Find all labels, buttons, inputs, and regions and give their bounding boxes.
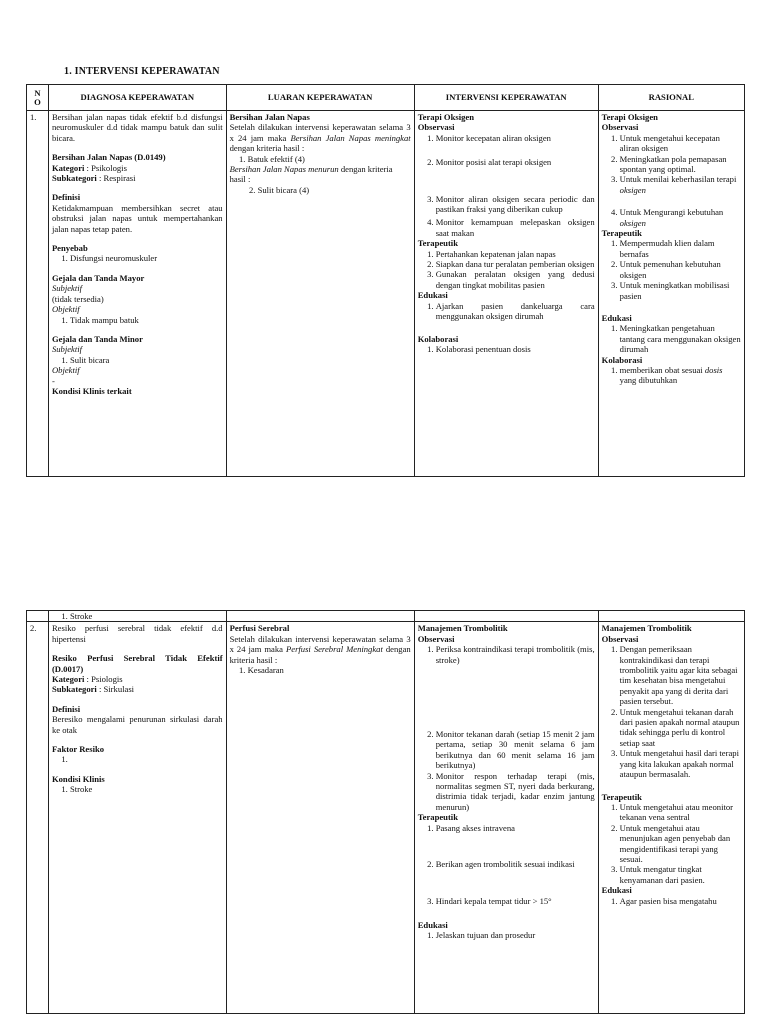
diagnosa-intro: Resiko perfusi serebral tidak efektif d.d hipertensi bbox=[51, 623, 223, 644]
list-item: 1. Pasang akses intravena bbox=[436, 823, 595, 833]
definisi-heading: Definisi bbox=[51, 192, 81, 203]
subkategori-line: Subkategori : Sirkulasi bbox=[51, 684, 135, 695]
list-item: 3. Untuk mengetahui hasil dari terapi yang kita lakukan apakah normal ataupun bermasalah. bbox=[620, 748, 741, 779]
table-row bbox=[27, 622, 745, 1014]
list-item: 3. Untuk meningkatkan mobilisasi pasien bbox=[620, 280, 741, 301]
header-rasional: RASIONAL bbox=[598, 85, 744, 111]
row-number: 1. bbox=[27, 111, 49, 477]
list-item: 1. Disfungsi neuromuskuler bbox=[70, 253, 223, 263]
list-item: 3. Hindari kepala tempat tidur > 15° bbox=[436, 896, 595, 906]
kategori-line: Kategori : Psikologis bbox=[51, 162, 127, 173]
list-item: 4. Untuk Mengurangi kebutuhan oksigen bbox=[620, 207, 741, 228]
list-item: 2. Untuk mengetahui tekanan darah dari pasien apakah normal ataupun tidak sehingga perlu di kontrol setiap saat bbox=[620, 707, 741, 749]
edukasi-heading: Edukasi bbox=[601, 885, 632, 896]
subkategori-line: Subkategori : Respirasi bbox=[51, 173, 136, 184]
list-item: 3. Monitor respon terhadap terapi (mis, normalitas segmen ST, nyeri dada berkurang, distrimia tidak terjadi, kadar enzim jantung menurun) bbox=[436, 771, 595, 813]
subjektif-label: Subjektif bbox=[51, 344, 83, 355]
list-item: 1. Kesadaran bbox=[248, 665, 411, 675]
list-item: 1. Tidak mampu batuk bbox=[70, 315, 223, 325]
kolaborasi-heading: Kolaborasi bbox=[417, 333, 459, 344]
list-item: 1. Mempermudah klien dalam bernafas bbox=[620, 238, 741, 259]
kondisi-heading: Kondisi Klinis terkait bbox=[51, 385, 132, 396]
luaran-text-2: Bersihan Jalan Napas menurun dengan kriteria hasil : bbox=[229, 164, 393, 185]
list-item: 1. Untuk mengetahui kecepatan aliran oksigen bbox=[620, 133, 741, 154]
table-row bbox=[27, 111, 745, 477]
diagnosa-name: Resiko Perfusi Serebral Tidak Efektif (D.0017) bbox=[51, 653, 223, 674]
edukasi-heading: Edukasi bbox=[601, 312, 632, 323]
list-item: 3. Untuk menilai keberhasilan terapi oksigen bbox=[620, 174, 741, 195]
luaran-cell bbox=[226, 111, 414, 477]
rasional-title: Terapi Oksigen bbox=[601, 112, 658, 122]
list-item: 1. Stroke bbox=[70, 611, 223, 621]
rasional-title: Manajemen Trombolitik bbox=[601, 623, 692, 634]
intervensi-cell bbox=[414, 622, 598, 1014]
list-item: 3. Monitor aliran oksigen secara periodic dan pastikan fraksi yang diberikan cukup bbox=[436, 194, 595, 215]
header-diagnosa: DIAGNOSA KEPERAWATAN bbox=[48, 85, 226, 111]
list-item: 2. Untuk mengetahui atau menunjukan agen penyebab dan mengidentifikasi terapi yang sesuai. bbox=[620, 823, 741, 865]
luaran-title: Perfusi Serebral bbox=[229, 623, 290, 634]
list-item: 1. Ajarkan pasien dankeluarga cara menggunakan oksigen dirumah bbox=[436, 301, 595, 322]
kolaborasi-heading: Kolaborasi bbox=[601, 354, 643, 365]
mayor-heading: Gejala dan Tanda Mayor bbox=[51, 272, 145, 283]
list-item: 3. Untuk mengatur tingkat kenyamanan dari pasien. bbox=[620, 864, 741, 885]
list-item: 3. Gunakan peralatan oksigen yang dedusi dengan tingkat mobilitas pasien bbox=[436, 269, 595, 290]
list-item: 1. Kolaborasi penentuan dosis bbox=[436, 344, 595, 354]
list-item: 2. Monitor tekanan darah (setiap 15 menit 2 jam pertama, setiap 30 menit selama 6 jam berikutnya dan 60 menit selama 16 jam berikutnya) bbox=[436, 729, 595, 771]
list-item: 1. Dengan pemeriksaan kontrakindikasi dan terapi trombolitik yaitu agar kita sebagai tim kesehatan bisa mengetahui penyakit apa yang di derita dari pasien tersebut. bbox=[620, 644, 741, 706]
list-item: 1. Pertahankan kepatenan jalan napas bbox=[436, 249, 595, 259]
objektif-label: Objektif bbox=[51, 365, 80, 376]
list-item: 1. Periksa kontraindikasi terapi trombolitik (mis, stroke) bbox=[436, 644, 595, 665]
list-item: 1. Agar pasien bisa mengatahu bbox=[620, 896, 741, 906]
header-intervensi: INTERVENSI KEPERAWATAN bbox=[414, 85, 598, 111]
diagnosa-intro: Bersihan jalan napas tidak efektif b.d disfungsi neuromuskuler d.d tidak mampu batuk dan sulit bicara. bbox=[51, 112, 223, 143]
list-item: 2. Sulit bicara (4) bbox=[258, 185, 411, 195]
dash: - bbox=[51, 375, 55, 386]
observasi-heading: Observasi bbox=[417, 633, 455, 644]
luaran-text: Setelah dilakukan intervensi keperawatan selama 3 x 24 jam maka Perfusi Serebral Meningkat dengan kriteria hasil : bbox=[229, 633, 411, 665]
list-item: 2. Untuk pemenuhan kebutuhan oksigen bbox=[620, 259, 741, 280]
tidak-tersedia: (tidak tersedia) bbox=[51, 293, 104, 304]
intervention-table-2 bbox=[26, 610, 745, 1014]
edukasi-heading: Edukasi bbox=[417, 290, 448, 301]
penyebab-heading: Penyebab bbox=[51, 243, 88, 254]
terapeutik-heading: Terapeutik bbox=[417, 812, 458, 823]
luaran-text: Setelah dilakukan intervensi keperawatan selama 3 x 24 jam maka Bersihan Jalan Napas meningkat dengan kriteria hasil : bbox=[229, 122, 411, 154]
table-row bbox=[27, 611, 745, 622]
list-item: 1. Sulit bicara bbox=[70, 355, 223, 365]
terapeutik-heading: Terapeutik bbox=[417, 238, 458, 249]
faktor-heading: Faktor Resiko bbox=[51, 744, 105, 755]
observasi-heading: Observasi bbox=[417, 122, 455, 133]
diagnosa-cell bbox=[48, 111, 226, 477]
header-no: N O bbox=[27, 85, 49, 111]
list-item: 1. Stroke bbox=[70, 784, 223, 794]
list-item: 1. Meningkatkan pengetahuan tantang cara menggunakan oksigen dirumah bbox=[620, 323, 741, 354]
list-item: 2. Monitor posisi alat terapi oksigen bbox=[436, 157, 595, 167]
list-item: 1. Untuk mengetahui atau meonitor tekanan vena sentral bbox=[620, 802, 741, 823]
definisi-text: Ketidakmampuan membersihkan secret atau obstruksi jalan napas untuk mempertahankan jalan napas tetap paten. bbox=[51, 202, 223, 234]
list-item: 1. Batuk efektif (4) bbox=[248, 154, 411, 164]
diagnosa-cell bbox=[48, 622, 226, 1014]
section-title: 1. INTERVENSI KEPERAWATAN bbox=[64, 66, 220, 77]
header-luaran: LUARAN KEPERAWATAN bbox=[226, 85, 414, 111]
luaran-cell bbox=[226, 622, 414, 1014]
list-item: 2. Meningkatkan pola pemapasan spontan yang optimal. bbox=[620, 154, 741, 175]
list-item bbox=[70, 754, 223, 764]
rasional-cell bbox=[598, 111, 744, 477]
observasi-heading: Observasi bbox=[601, 633, 639, 644]
row-number: 2. bbox=[27, 622, 49, 1014]
luaran-title: Bersihan Jalan Napas bbox=[229, 112, 310, 122]
terapeutik-heading: Terapeutik bbox=[601, 791, 642, 802]
intervensi-cell bbox=[414, 111, 598, 477]
table-header-row bbox=[27, 85, 745, 111]
definisi-text: Beresiko mengalami penurunan sirkulasi darah ke otak bbox=[51, 714, 223, 735]
terapeutik-heading: Terapeutik bbox=[601, 228, 642, 239]
kondisi-heading: Kondisi Klinis bbox=[51, 773, 105, 784]
list-item: 1. Monitor kecepatan aliran oksigen bbox=[436, 133, 595, 143]
edukasi-heading: Edukasi bbox=[417, 919, 448, 930]
rasional-cell bbox=[598, 622, 744, 1014]
diagnosa-name: Bersihan Jalan Napas (D.0149) bbox=[51, 152, 166, 163]
intervention-table-1 bbox=[26, 84, 745, 477]
list-item: 2. Siapkan dana tur peralatan pemberian oksigen bbox=[436, 259, 595, 269]
intervensi-title: Terapi Oksigen bbox=[417, 112, 474, 122]
observasi-heading: Observasi bbox=[601, 122, 639, 133]
list-item: 2. Berikan agen trombolitik sesuai indikasi bbox=[436, 859, 595, 869]
kategori-line: Kategori : Psiologis bbox=[51, 674, 123, 685]
minor-heading: Gejala dan Tanda Minor bbox=[51, 333, 143, 344]
subjektif-label: Subjektif bbox=[51, 283, 83, 294]
list-item: 4. Monitor kemampuan melepaskan oksigen saat makan bbox=[436, 217, 595, 238]
list-item: 1. memberikan obat sesuai dosis yang dibutuhkan bbox=[620, 365, 741, 386]
list-item: 1. Jelaskan tujuan dan prosedur bbox=[436, 930, 595, 940]
intervensi-title: Manajemen Trombolitik bbox=[417, 623, 508, 634]
objektif-label: Objektif bbox=[51, 304, 80, 315]
definisi-heading: Definisi bbox=[51, 703, 81, 714]
